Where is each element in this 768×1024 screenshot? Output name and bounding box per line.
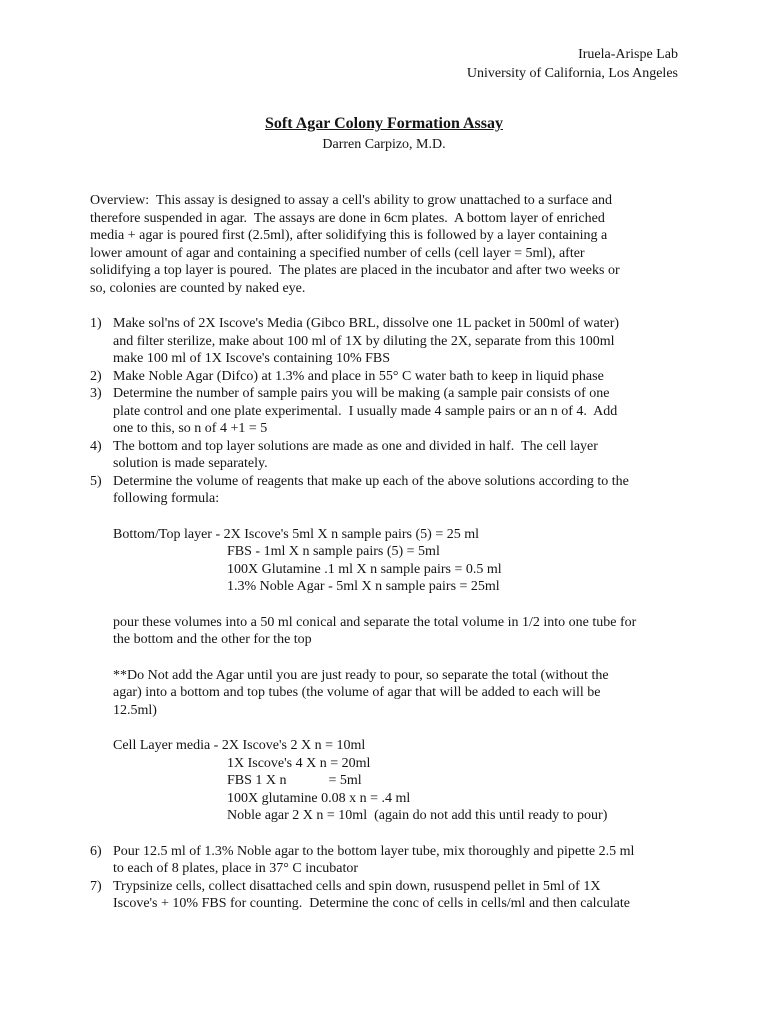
text-line: make 100 ml of 1X Iscove's containing 10% FBS: [113, 351, 391, 366]
title-block: [0, 114, 768, 154]
text-line: The bottom and top layer solutions are made as one and divided in half. The cell layer: [113, 438, 598, 454]
text-line: Pour 12.5 ml of 1.3% Noble agar to the bottom layer tube, mix thoroughly and pipette 2.5 ml: [113, 843, 635, 859]
step-number: 1): [90, 316, 102, 331]
steps-list-b: [90, 843, 690, 913]
formula-line: Cell Layer media - 2X Iscove's 2 X n = 10ml: [113, 738, 366, 753]
steps-list-a: [90, 315, 690, 508]
lab-header: [467, 45, 678, 83]
text-line: solidifying a top layer is poured. The plates are placed in the incubator and after two weeks or: [90, 263, 620, 278]
text-line: Iscove's + 10% FBS for counting. Determine the conc of cells in cells/ml and then calculate: [113, 896, 630, 911]
text-line: following formula:: [113, 491, 220, 506]
university-name: University of California, Los Angeles: [466, 66, 678, 81]
text-line: 12.5ml): [113, 702, 157, 718]
bottom-top-formula: [90, 526, 690, 596]
document-title: Soft Agar Colony Formation Assay: [265, 115, 503, 132]
formula-line: FBS 1 X n = 5ml: [227, 773, 362, 788]
formula-line: 1.3% Noble Agar - 5ml X n sample pairs = 25ml: [227, 579, 500, 594]
step-item: [90, 385, 690, 438]
step-item: [90, 438, 690, 473]
text-line: pour these volumes into a 50 ml conical and separate the total volume in 1/2 into one tube for: [113, 614, 637, 630]
step-number: 2): [90, 368, 102, 384]
text-line: plate control and one plate experimental. I usually made 4 sample pairs or an n of 4. Add: [113, 403, 618, 419]
formula-line: Noble agar 2 X n = 10ml (again do not add this until ready to pour): [227, 808, 608, 823]
text-line: lower amount of agar and containing a specified number of cells (cell layer = 5ml), after: [90, 245, 585, 261]
formula-line: FBS - 1ml X n sample pairs (5) = 5ml: [227, 544, 440, 559]
step-item: [90, 368, 690, 386]
step-number: 5): [90, 473, 102, 489]
text-line: Determine the number of sample pairs you will be making (a sample pair consists of one: [113, 386, 610, 401]
step-number: 6): [90, 843, 102, 859]
text-line: agar) into a bottom and top tubes (the volume of agar that will be added to each will be: [113, 685, 601, 700]
text-line: **Do Not add the Agar until you are just ready to pour, so separate the total (without the: [113, 667, 609, 683]
step-number: 3): [90, 386, 102, 401]
formula-line: Bottom/Top layer - 2X Iscove's 5ml X n sample pairs (5) = 25 ml: [113, 526, 479, 542]
step-item: [90, 843, 690, 878]
text-line: Make Noble Agar (Difco) at 1.3% and place in 55° C water bath to keep in liquid phase: [113, 368, 604, 384]
text-line: the bottom and the other for the top: [113, 632, 312, 647]
overview-paragraph: [90, 192, 690, 297]
text-line: Trypsinize cells, collect disattached cells and spin down, rususpend pellet in 5ml of 1X: [113, 878, 601, 894]
text-line: one to this, so n of 4 +1 = 5: [113, 421, 268, 436]
document-body: [90, 192, 690, 913]
text-line: Overview: This assay is designed to assay a cell's ability to grow unattached to a surface and: [90, 193, 613, 208]
step-number: 4): [90, 438, 102, 454]
step-item: [90, 315, 690, 368]
formula-line: 1X Iscove's 4 X n = 20ml: [227, 755, 371, 771]
step-item: [90, 473, 690, 508]
pour-note: [90, 614, 690, 649]
agar-warning-note: [90, 667, 690, 720]
text-line: to each of 8 plates, place in 37° C incubator: [113, 861, 359, 876]
text-line: therefore suspended in agar. The assays are done in 6cm plates. A bottom layer of enriched: [90, 210, 605, 226]
text-line: media + agar is poured first (2.5ml), after solidifying this is followed by a layer containing a: [90, 228, 608, 243]
formula-line: 100X glutamine 0.08 x n = .4 ml: [227, 790, 411, 806]
lab-name: Iruela-Arispe Lab: [578, 47, 678, 62]
text-line: solution is made separately.: [113, 456, 268, 471]
text-line: Determine the volume of reagents that make up each of the above solutions according to the: [113, 473, 629, 489]
step-item: [90, 878, 690, 913]
text-line: so, colonies are counted by naked eye.: [90, 280, 306, 296]
cell-layer-formula: [90, 737, 690, 825]
text-line: and filter sterilize, make about 100 ml of 1X by diluting the 2X, separate from this 100ml: [113, 333, 615, 349]
formula-line: 100X Glutamine .1 ml X n sample pairs = 0.5 ml: [227, 561, 502, 577]
step-number: 7): [90, 878, 102, 894]
text-line: Make sol'ns of 2X Iscove's Media (Gibco BRL, dissolve one 1L packet in 500ml of water): [113, 316, 620, 331]
document-author: Darren Carpizo, M.D.: [322, 137, 446, 152]
